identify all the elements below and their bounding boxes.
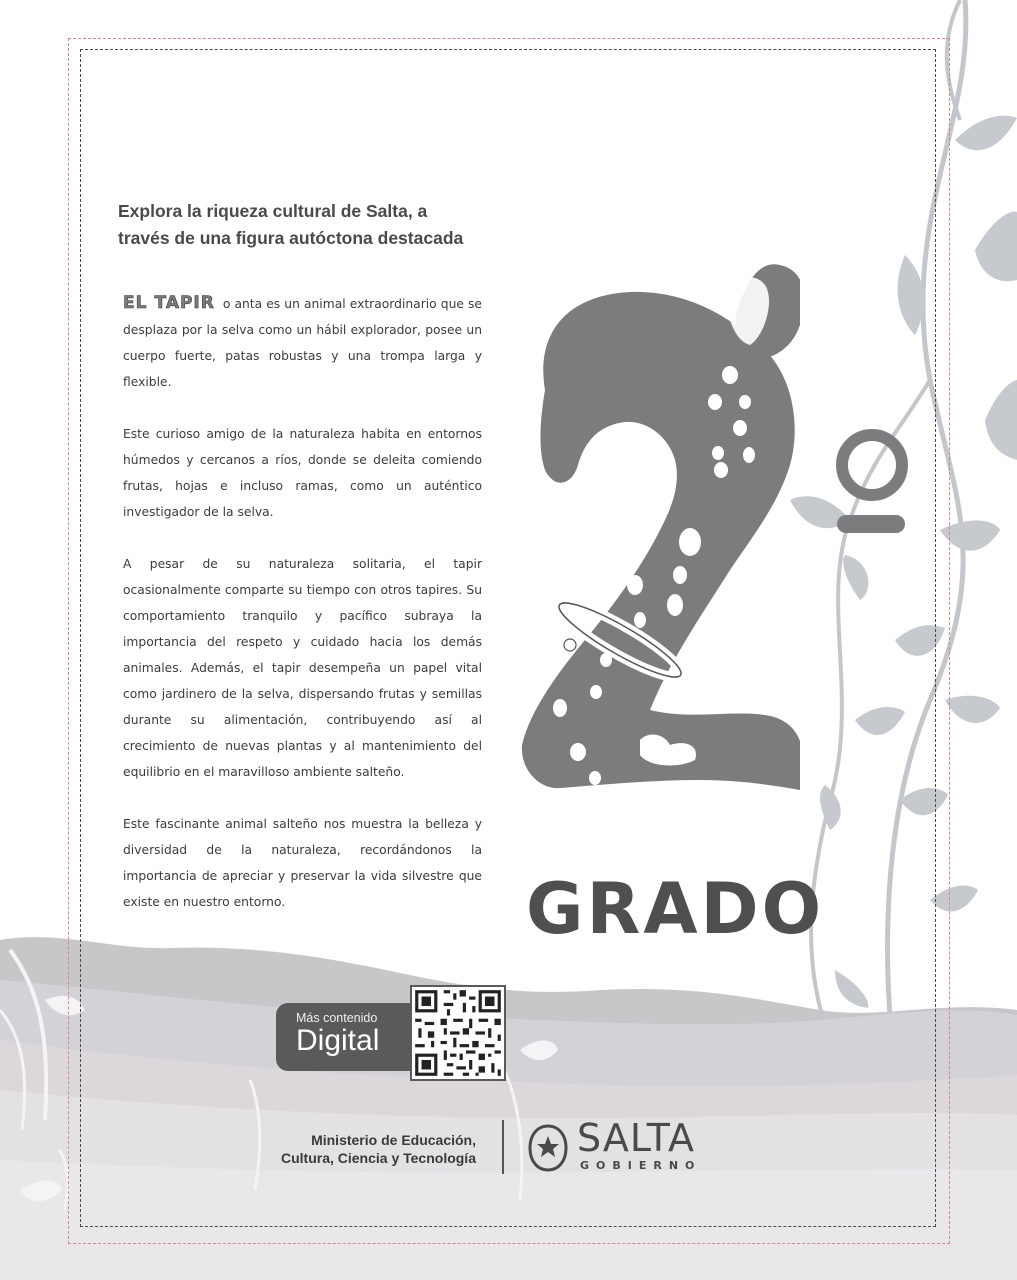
tapir-highlight: EL TAPIR	[123, 293, 215, 313]
digital-content-badge[interactable]	[276, 1003, 426, 1071]
headline-line-1: Explora la riqueza cultural de Salta, a	[118, 201, 428, 221]
footer-divider	[502, 1120, 504, 1174]
ordinal-indicator-illustration	[832, 420, 912, 550]
digital-small-label: Más contenido	[296, 1011, 378, 1025]
ministry-line-2: Cultura, Ciencia y Tecnología	[280, 1150, 476, 1166]
number-two-illustration	[500, 240, 800, 790]
gobierno-label: GOBIERNO	[580, 1159, 702, 1172]
article-paragraph-1-text: o anta es un animal extraordinario que se desplaza por la selva como un hábil explorador, posee un cuerpo fuerte, patas robustas y una trompa larga y flexible.	[123, 297, 482, 389]
digital-big-label: Digital	[296, 1024, 380, 1057]
ministry-name	[228, 1131, 476, 1167]
article-paragraph-3: A pesar de su naturaleza solitaria, el tapir ocasionalmente comparte su tiempo con otros tapires. Su comportamiento tranquilo y pacífico subraya la importancia del respeto y cuidado hacia los demás animales. Además, el tapir desempeña un papel vital como jardinero de la selva, dispersando frutas y semillas durante su alimentación, contribuyendo así al crecimiento de nuevas plantas y al mantenimiento del equilibrio en el maravilloso ambiente salteño.	[123, 557, 482, 779]
salta-emblem-icon	[528, 1124, 568, 1172]
salta-brand: SALTA	[577, 1116, 696, 1160]
grade-word: GRADO	[526, 868, 825, 950]
article-paragraph-4: Este fascinante animal salteño nos muestra la belleza y diversidad de la naturaleza, recordándonos la importancia de apreciar y preservar la vida silvestre que existe en nuestro entorno.	[123, 817, 482, 909]
article-paragraph-2: Este curioso amigo de la naturaleza habita en entornos húmedos y cercanos a ríos, donde se deleita comiendo frutas, hojas e incluso ramas, como un auténtico investigador de la selva.	[123, 427, 482, 519]
headline	[118, 198, 498, 252]
article-body	[123, 290, 482, 941]
article-paragraph-1	[123, 290, 482, 395]
qr-code[interactable]	[410, 985, 506, 1081]
ministry-line-1: Ministerio de Educación,	[311, 1132, 476, 1148]
headline-line-2: través de una figura autóctona destacada	[118, 228, 464, 248]
